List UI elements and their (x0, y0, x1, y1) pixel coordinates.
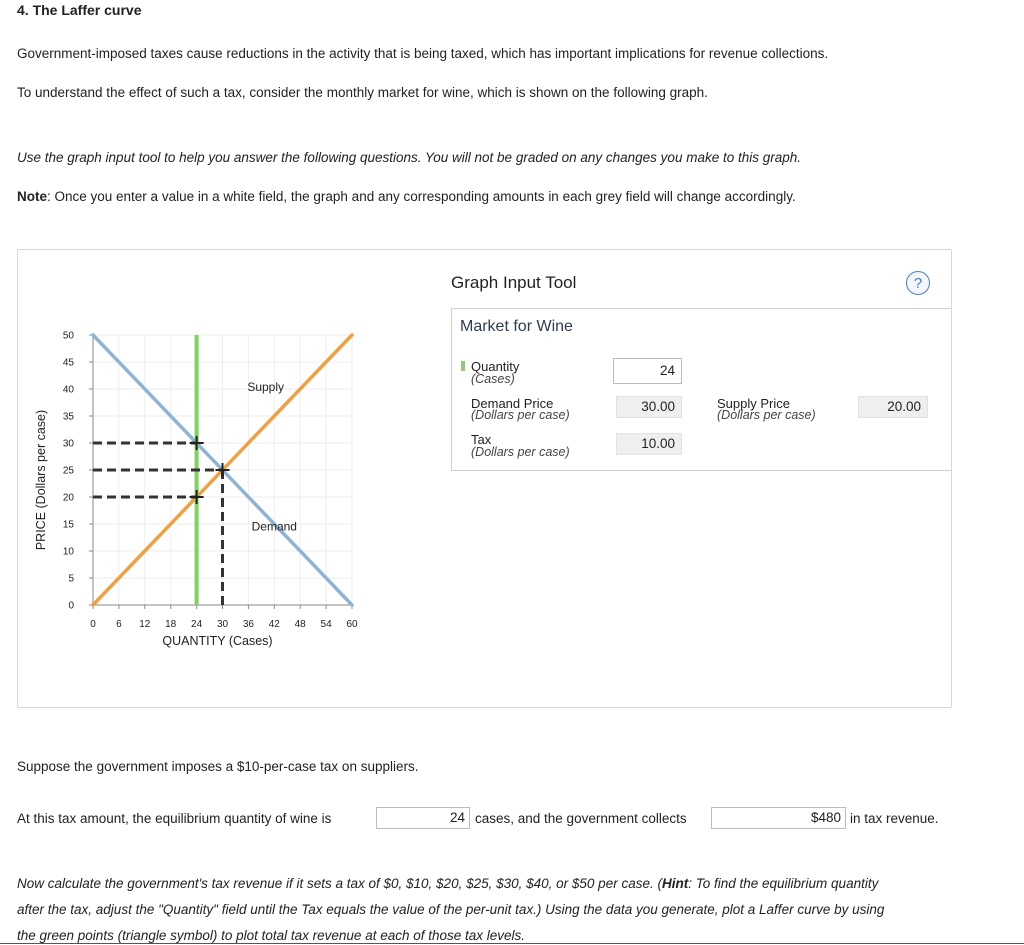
x-axis-title: QUANTITY (Cases) (162, 634, 273, 648)
x-tick-label: 30 (216, 619, 229, 630)
x-tick-label: 0 (90, 619, 96, 630)
demand-price-field: 30.00 (616, 396, 682, 418)
y-tick-label: 20 (62, 492, 74, 504)
x-tick-label: 54 (320, 619, 332, 630)
equilibrium-quantity-input[interactable]: 24 (376, 807, 470, 829)
demand-price-unit: (Dollars per case) (471, 408, 570, 422)
supply-price-field: 20.00 (858, 396, 928, 418)
market-title: Market for Wine (460, 318, 573, 335)
note-text: : Once you enter a value in a white field, the graph and any corresponding amounts in each grey field will change accordingly. (47, 189, 796, 204)
x-tick-label: 42 (268, 619, 280, 630)
question-2-tail: in tax revenue. (850, 811, 939, 826)
y-axis-title: PRICE (Dollars per case) (34, 409, 48, 551)
y-tick-label: 40 (62, 384, 74, 396)
x-tick-label: 48 (294, 619, 306, 630)
question-3-line-1 (17, 876, 878, 891)
demand-price-label: Demand Price (471, 396, 554, 411)
tax-label: Tax (471, 432, 492, 447)
y-tick-label: 5 (68, 573, 74, 585)
question-3-line-3: the green points (triangle symbol) to plot total tax revenue at each of those tax levels. (17, 928, 526, 943)
x-tick-label: 6 (116, 619, 122, 630)
hint-label: Hint (661, 876, 689, 891)
question-1-text: Suppose the government imposes a $10-per-case tax on suppliers. (17, 759, 419, 774)
question-3-part-b: : To find the equilibrium quantity (688, 876, 879, 891)
quantity-unit: (Cases) (471, 372, 515, 386)
x-tick-label: 60 (346, 619, 358, 630)
x-tick-label: 12 (139, 619, 151, 630)
y-tick-label: 10 (62, 546, 74, 558)
market-chart[interactable] (17, 320, 437, 660)
supply-price-label: Supply Price (717, 396, 790, 411)
graph-tool-title: Graph Input Tool (451, 273, 577, 292)
quantity-legend-marker (461, 361, 465, 371)
y-tick-label: 15 (62, 519, 74, 531)
y-tick-label: 0 (68, 600, 74, 612)
question-2-mid: cases, and the government collects (475, 811, 687, 826)
tax-revenue-input[interactable]: $480 (711, 807, 846, 829)
question-3-part-a: Now calculate the government's tax revenue if it sets a tax of $0, $10, $20, $25, $30, $40, or $50 per case. ( (17, 876, 662, 891)
x-tick-label: 24 (191, 619, 203, 630)
supply-price-unit: (Dollars per case) (717, 408, 816, 422)
intro-paragraph-1: Government-imposed taxes cause reductions in the activity that is being taxed, which has important implications for revenue collections. (17, 46, 829, 61)
tax-unit: (Dollars per case) (471, 445, 570, 459)
y-tick-label: 25 (62, 465, 74, 477)
instructions-text: Use the graph input tool to help you answer the following questions. You will not be graded on any changes you make to this graph. (17, 150, 802, 165)
y-tick-label: 45 (62, 357, 74, 369)
bottom-divider (0, 943, 1024, 944)
question-3-line-2: after the tax, adjust the "Quantity" field until the Tax equals the value of the per-unit tax.) Using the data you generate, plot a Laffer curve by using (17, 902, 885, 917)
y-tick-label: 30 (62, 438, 74, 450)
supply-curve-label: Supply (247, 380, 285, 394)
intro-paragraph-2: To understand the effect of such a tax, consider the monthly market for wine, which is shown on the following graph. (17, 85, 708, 100)
x-tick-label: 18 (165, 619, 177, 630)
help-icon[interactable]: ? (906, 271, 930, 295)
tax-field: 10.00 (616, 433, 682, 455)
question-2-lead: At this tax amount, the equilibrium quantity of wine is (17, 811, 332, 826)
quantity-label: Quantity (471, 359, 520, 374)
page-title: 4. The Laffer curve (17, 2, 142, 18)
note-label: Note (17, 189, 47, 204)
y-tick-label: 50 (62, 330, 74, 342)
x-tick-label: 36 (242, 619, 254, 630)
y-tick-label: 35 (62, 411, 74, 423)
quantity-input[interactable]: 24 (613, 358, 682, 384)
note-line (17, 189, 796, 204)
demand-curve-label: Demand (251, 519, 297, 534)
